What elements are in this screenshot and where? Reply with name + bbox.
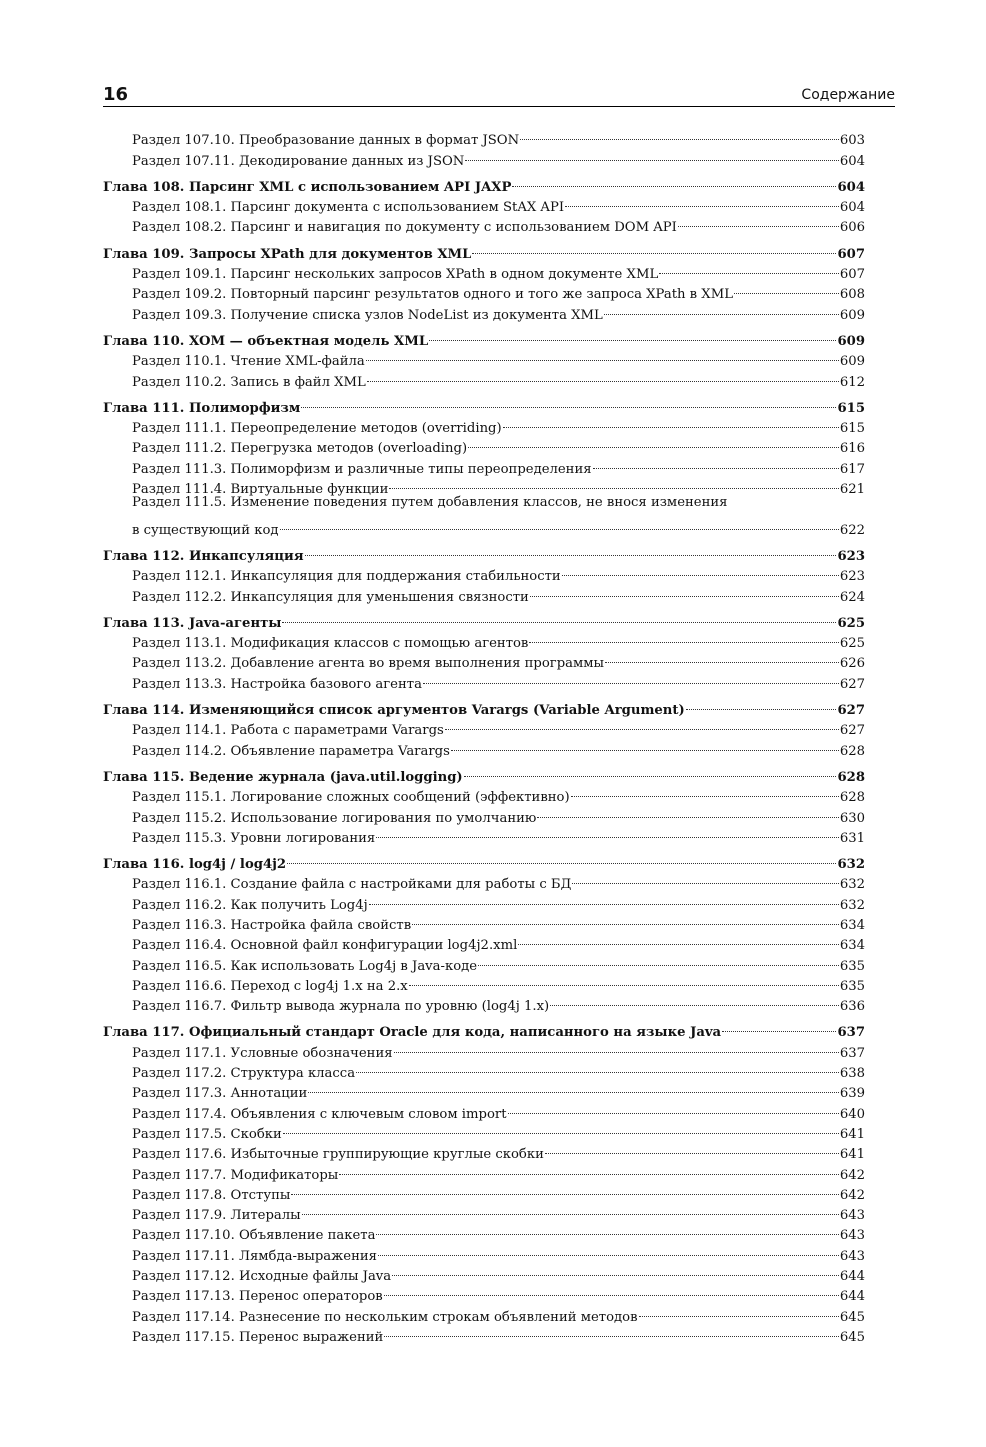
dot-leader (282, 607, 836, 627)
section-title: Раздел 111.1. Переопределение методов (overriding) (132, 421, 502, 437)
page-ref: 645 (839, 1309, 865, 1325)
dot-leader (423, 667, 839, 687)
dot-leader (308, 1077, 839, 1097)
page-ref: 642 (839, 1167, 865, 1183)
dot-leader (520, 124, 839, 144)
dot-leader (571, 781, 839, 801)
section-title: Раздел 115.1. Логирование сложных сообщений (эффективно) (132, 790, 570, 806)
dot-leader (283, 1118, 839, 1138)
section-title: Раздел 112.1. Инкапсуляция для поддержания стабильности (132, 569, 561, 585)
toc-chapter-entry[interactable] (103, 237, 865, 262)
section-title: Раздел 117.6. Избыточные группирующие круглые скобки (132, 1147, 544, 1163)
dot-leader (445, 714, 839, 734)
toc-section-entry[interactable] (103, 493, 865, 513)
dot-leader (302, 1199, 839, 1219)
dot-leader (565, 191, 839, 211)
page-ref: 609 (839, 307, 865, 323)
dot-leader (512, 171, 836, 191)
page-ref: 634 (839, 938, 865, 954)
toc-chapter-group (103, 171, 865, 236)
section-title: Раздел 116.5. Как использовать Log4j в Java-коде (132, 958, 478, 974)
section-title: Раздел 107.11. Декодирование данных из JSON (132, 153, 465, 169)
page-ref: 643 (839, 1208, 865, 1224)
chapter-title: Глава 117. Официальный стандарт Oracle для кода, написанного на языке Java (103, 1025, 722, 1041)
section-title: Раздел 117.1. Условные обозначения (132, 1045, 393, 1061)
page-ref: 627 (839, 723, 865, 739)
dot-leader (367, 365, 839, 385)
page-ref: 621 (839, 482, 865, 498)
chapter-title: Глава 113. Java-агенты (103, 615, 282, 631)
section-title: Раздел 115.2. Использование логирования по умолчанию (132, 810, 537, 826)
dot-leader (550, 990, 839, 1010)
dot-leader (605, 647, 839, 667)
chapter-title: Глава 108. Парсинг XML с использованием API JAXP (103, 179, 512, 195)
dot-leader (572, 868, 838, 888)
section-title: Раздел 114.2. Объявление параметра Varargs (132, 743, 450, 759)
toc-chapter-entry[interactable] (103, 761, 865, 785)
page-ref: 623 (839, 569, 865, 585)
dot-leader (451, 734, 839, 754)
page-ref: 617 (839, 461, 865, 477)
dot-leader (529, 627, 838, 647)
section-title: Раздел 117.9. Литералы (132, 1208, 301, 1224)
page-ref: 607 (839, 267, 865, 283)
dot-leader (366, 345, 839, 365)
dot-leader (530, 580, 839, 600)
section-title: Раздел 114.1. Работа с параметрами Varargs (132, 723, 444, 739)
page-ref: 616 (839, 441, 865, 457)
toc-chapter-group (103, 124, 865, 169)
dot-leader (659, 258, 839, 278)
page-ref: 628 (839, 790, 865, 806)
page-ref: 615 (837, 400, 865, 416)
chapter-title: Глава 112. Инкапсуляция (103, 548, 304, 564)
section-title: Раздел 117.3. Аннотации (132, 1086, 308, 1102)
section-title: Раздел 112.2. Инкапсуляция для уменьшения связности (132, 589, 529, 605)
running-title: Содержание (801, 87, 895, 103)
chapter-title: Глава 111. Полиморфизм (103, 400, 301, 416)
dot-leader (686, 694, 837, 714)
section-title: Раздел 108.2. Парсинг и навигация по документу с использованием DOM API (132, 220, 677, 236)
section-title: Раздел 117.5. Скобки (132, 1126, 282, 1142)
page-ref: 628 (839, 743, 865, 759)
section-title: Раздел 109.1. Парсинг нескольких запросов XPath в одном документе XML (132, 267, 659, 283)
page-ref: 627 (839, 676, 865, 692)
toc-chapter-group (103, 761, 865, 846)
page-ref: 639 (839, 1086, 865, 1102)
dot-leader (639, 1300, 839, 1320)
dot-leader (537, 801, 838, 821)
dot-leader (464, 761, 837, 781)
chapter-title: Глава 109. Запросы XPath для документов XML (103, 246, 472, 262)
page-ref: 622 (839, 522, 865, 538)
page-ref: 608 (839, 287, 865, 303)
dot-leader (734, 278, 839, 298)
dot-leader (392, 1260, 839, 1280)
page-number: 16 (103, 84, 129, 105)
dot-leader (518, 929, 839, 949)
page-ref: 604 (837, 179, 865, 195)
toc-chapter-entry[interactable] (103, 540, 865, 564)
page-ref: 640 (839, 1106, 865, 1122)
page-header (103, 84, 895, 107)
toc-chapter-group (103, 694, 865, 759)
section-title: Раздел 117.10. Объявление пакета (132, 1228, 376, 1244)
section-title: Раздел 116.6. Переход с log4j 1.x на 2.x (132, 978, 408, 994)
section-title: Раздел 116.4. Основной файл конфигурации log4j2.xml (132, 938, 518, 954)
page-ref: 624 (839, 589, 865, 605)
toc-chapter-group (103, 237, 865, 323)
section-title: Раздел 117.11. Лямбда-выражения (132, 1248, 377, 1264)
page-ref: 607 (837, 246, 865, 262)
page-ref: 630 (839, 810, 865, 826)
toc-section-entry[interactable] (103, 513, 865, 538)
dot-leader (503, 412, 839, 432)
chapter-title: Глава 110. XOM — объектная модель XML (103, 333, 429, 349)
page-ref: 636 (839, 999, 865, 1015)
page-ref: 632 (839, 897, 865, 913)
toc-chapter-entry[interactable] (103, 694, 865, 719)
section-title: Раздел 116.3. Настройка файла свойств (132, 917, 412, 933)
page-ref: 603 (839, 133, 865, 149)
section-title: Раздел 111.5. Изменение поведения путем добавления классов, не внося изменения (132, 495, 728, 511)
page-ref: 637 (839, 1045, 865, 1061)
page-ref: 642 (839, 1187, 865, 1203)
toc-chapter-entry[interactable] (103, 325, 865, 349)
section-title: Раздел 115.3. Уровни логирования (132, 830, 376, 846)
table-of-contents (103, 124, 865, 1347)
toc-chapter-entry[interactable] (103, 1016, 865, 1041)
page-ref: 643 (839, 1248, 865, 1264)
dot-leader (376, 1219, 838, 1239)
section-title: Раздел 117.12. Исходные файлы Java (132, 1269, 392, 1285)
page-ref: 609 (839, 354, 865, 370)
section-title: Раздел 109.2. Повторный парсинг результатов одного и того же запроса XPath в XML (132, 287, 733, 303)
page-ref: 628 (837, 769, 865, 785)
section-title: Раздел 116.2. Как получить Log4j (132, 897, 368, 913)
dot-leader (384, 1321, 838, 1341)
dot-leader (409, 970, 839, 990)
section-title: Раздел 113.1. Модификация классов с помощью агентов (132, 636, 529, 652)
toc-chapter-entry[interactable] (103, 171, 865, 195)
dot-leader (468, 432, 839, 452)
section-title: Раздел 117.4. Объявления с ключевым словом import (132, 1106, 507, 1122)
page-ref: 615 (839, 421, 865, 437)
section-title: Раздел 117.14. Разнесение по нескольким строкам объявлений методов (132, 1309, 638, 1325)
section-title: Раздел 107.10. Преобразование данных в формат JSON (132, 133, 520, 149)
page-ref: 635 (839, 978, 865, 994)
dot-leader (301, 392, 836, 412)
page-ref: 641 (839, 1126, 865, 1142)
dot-leader (376, 822, 839, 842)
page-ref: 627 (837, 703, 865, 719)
section-title: Раздел 108.1. Парсинг документа с использованием StAX API (132, 200, 565, 216)
toc-chapter-group (103, 325, 865, 390)
toc-chapter-group (103, 1016, 865, 1345)
section-title: Раздел 116.1. Создание файла с настройками для работы с БД (132, 877, 572, 893)
section-title: Раздел 117.2. Структура класса (132, 1066, 356, 1082)
page-ref: 641 (839, 1147, 865, 1163)
page-ref: 606 (839, 220, 865, 236)
section-title: Раздел 117.15. Перенос выражений (132, 1329, 384, 1345)
dot-leader (678, 211, 839, 231)
toc-chapter-entry[interactable] (103, 392, 865, 416)
dot-leader (593, 452, 839, 472)
section-title: Раздел 110.2. Запись в файл XML (132, 374, 366, 390)
dot-leader (508, 1097, 839, 1117)
dot-leader (394, 1036, 839, 1056)
dot-leader (465, 144, 838, 164)
page-ref: 612 (839, 374, 865, 390)
page-ref: 644 (839, 1289, 865, 1305)
dot-leader (339, 1158, 839, 1178)
dot-leader (369, 888, 839, 908)
page-ref: 604 (839, 200, 865, 216)
section-title: Раздел 110.1. Чтение XML-файла (132, 354, 365, 370)
section-title: Раздел 111.4. Виртуальные функции (132, 482, 389, 498)
section-title: Раздел 117.13. Перенос операторов (132, 1289, 383, 1305)
page-ref: 634 (839, 917, 865, 933)
page-ref: 632 (837, 857, 865, 873)
page-ref: 631 (839, 830, 865, 846)
dot-leader (305, 540, 837, 560)
dot-leader (545, 1138, 839, 1158)
chapter-title: Глава 115. Ведение журнала (java.util.logging) (103, 769, 463, 785)
dot-leader (604, 298, 839, 318)
chapter-title: Глава 116. log4j / log4j2 (103, 857, 287, 873)
section-title: Раздел 111.2. Перегрузка методов (overloading) (132, 441, 468, 457)
section-title: в существующий код (132, 522, 279, 538)
toc-chapter-group (103, 607, 865, 692)
page-ref: 625 (839, 636, 865, 652)
section-title: Раздел 109.3. Получение списка узлов NodeList из документа XML (132, 307, 603, 323)
dot-leader (287, 848, 836, 868)
dot-leader (356, 1057, 839, 1077)
dot-leader (378, 1239, 839, 1259)
section-title: Раздел 113.2. Добавление агента во время выполнения программы (132, 656, 605, 672)
page-ref: 638 (839, 1066, 865, 1082)
toc-chapter-entry[interactable] (103, 607, 865, 631)
section-title: Раздел 117.7. Модификаторы (132, 1167, 339, 1183)
page-ref: 625 (837, 615, 865, 631)
section-title: Раздел 117.8. Отступы (132, 1187, 291, 1203)
page-ref: 626 (839, 656, 865, 672)
dot-leader (472, 237, 836, 257)
dot-leader (384, 1280, 839, 1300)
chapter-title: Глава 114. Изменяющийся список аргументов Varargs (Variable Argument) (103, 703, 685, 719)
toc-section-entry[interactable] (103, 124, 865, 149)
toc-chapter-group (103, 848, 865, 1015)
dot-leader (280, 513, 839, 533)
section-title: Раздел 111.3. Полиморфизм и различные типы переопределения (132, 461, 592, 477)
page-ref: 635 (839, 958, 865, 974)
dot-leader (389, 473, 838, 493)
page-ref: 632 (839, 877, 865, 893)
page-ref: 644 (839, 1269, 865, 1285)
dot-leader (429, 325, 836, 345)
page-ref: 645 (839, 1329, 865, 1345)
page-ref: 609 (837, 333, 865, 349)
page-ref: 623 (837, 548, 865, 564)
dot-leader (291, 1179, 838, 1199)
page-ref: 637 (837, 1025, 865, 1041)
page-ref: 643 (839, 1228, 865, 1244)
dot-leader (412, 909, 839, 929)
page-ref: 604 (839, 153, 865, 169)
dot-leader (478, 949, 839, 969)
dot-leader (722, 1016, 836, 1036)
toc-chapter-group (103, 540, 865, 605)
section-title: Раздел 113.3. Настройка базового агента (132, 676, 422, 692)
toc-chapter-entry[interactable] (103, 848, 865, 873)
dot-leader (562, 560, 839, 580)
toc-chapter-group (103, 392, 865, 538)
section-title: Раздел 116.7. Фильтр вывода журнала по уровню (log4j 1.x) (132, 999, 550, 1015)
